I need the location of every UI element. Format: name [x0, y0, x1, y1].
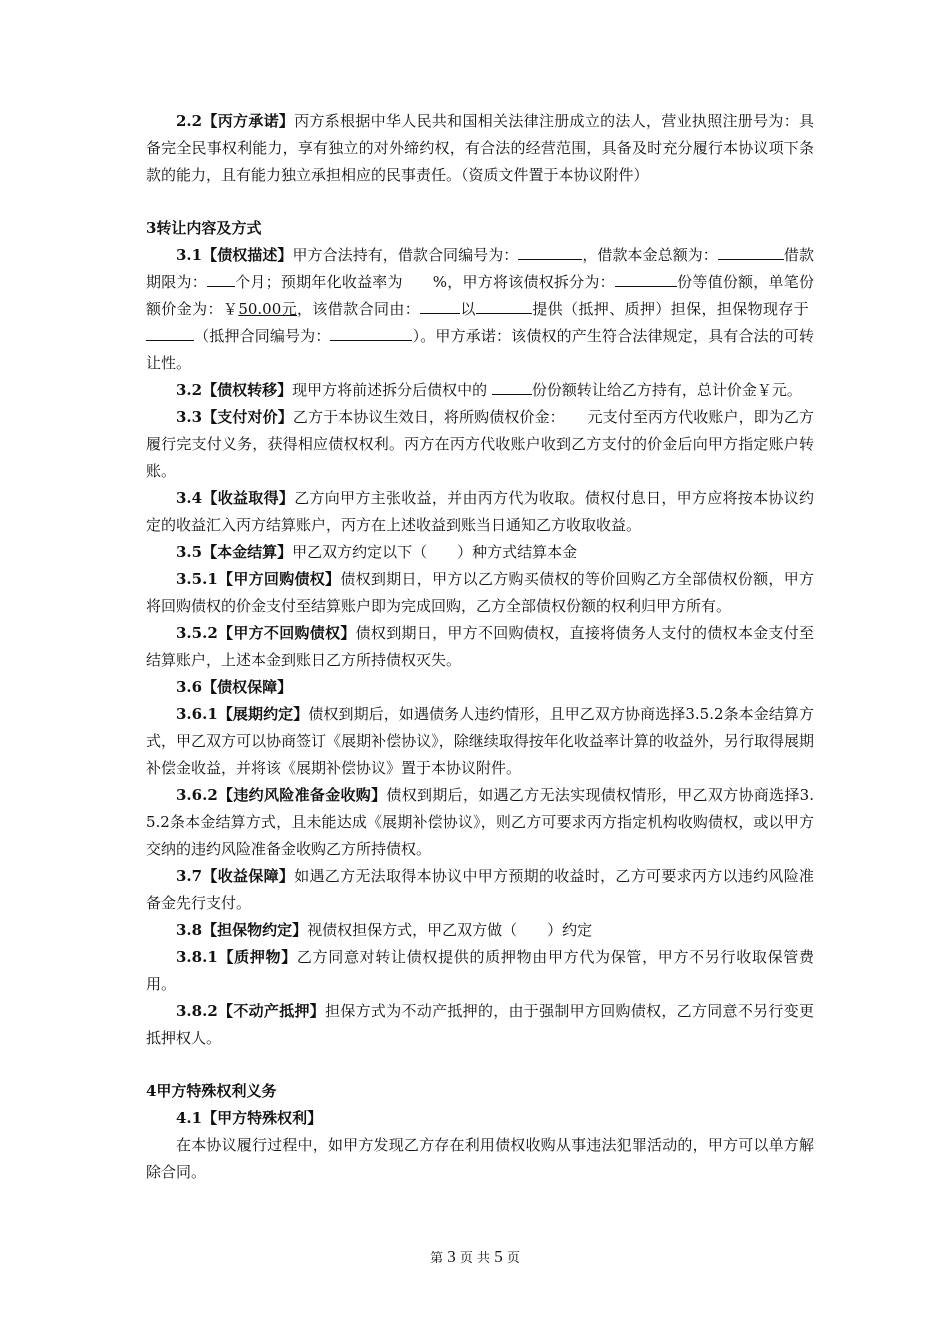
clause-label: 3.8.1【质押物】 — [176, 948, 297, 966]
clause-3-6-1: 3.6.1【展期约定】债权到期后，如遇债务人违约情形，且甲乙双方协商选择3.5.2条本金结算方式，甲乙双方可以协商签订《展期补偿协议》，除继续取得按年化收益率计算的收益外，另行取得展期补偿金收益，并将该《展期补偿协议》置于本协议附件。 — [146, 705, 814, 777]
clause-3-5: 3.5【本金结算】甲乙双方约定以下（ ）种方式结算本金 — [176, 543, 578, 561]
clause-label: 3.5【本金结算】 — [176, 543, 293, 561]
clause-label: 3.6.1【展期约定】 — [176, 705, 309, 723]
clause-2-2 — [146, 108, 814, 189]
total-page-number: 5 — [494, 1247, 503, 1266]
guarantor-blank — [420, 299, 460, 314]
term-blank — [207, 272, 235, 287]
clause-label: 3.4【收益取得】 — [176, 489, 295, 507]
shares-blank — [615, 272, 677, 287]
clause-3-3: 3.3【支付对价】乙方于本协议生效日，将所购债权价金： 元支付至丙方代收账户，即为乙方履行完支付义务，获得相应债权权利。丙方在丙方代收账户收到乙方支付的价金后向甲方指定账户转账。 — [146, 408, 814, 480]
footer-suffix: 页 — [506, 1251, 520, 1266]
clause-label: 2.2【丙方承诺】 — [176, 112, 295, 130]
unit-price: 50.00元 — [238, 300, 298, 318]
share-count-blank — [492, 380, 532, 395]
clause-label: 3.2【债权转移】 — [176, 381, 293, 399]
section-3-heading: 3转让内容及方式 — [146, 219, 262, 237]
clause-3-8: 3.8【担保物约定】视债权担保方式，甲乙双方做（ ）约定 — [176, 921, 593, 939]
principal-blank — [718, 245, 784, 260]
clause-label: 3.5.2【甲方不回购债权】 — [176, 624, 356, 642]
clause-label: 3.8.2【不动产抵押】 — [176, 1002, 326, 1020]
clause-text: 丙方系根据中华人民共和国相关法律注册成立的法人，营业执照注册号为：具备完全民事权利能力，享有独立的对外缔约权，有合法的经营范围，具备及时充分履行本协议项下条款的能力，且有能力独立承担相应的民事责任。（资质文件置于本协议附件） — [146, 112, 814, 184]
collateral-blank — [476, 299, 532, 314]
clause-label: 3.5.1【甲方回购债权】 — [176, 570, 341, 588]
clause-label: 3.3【支付对价】 — [176, 408, 293, 426]
location-blank — [146, 326, 194, 341]
clause-3-1: 3.1【债权描述】甲方合法持有，借款合同编号为： ，借款本金总额为： 借款期限为： 个月；预期年化收益率为 %，甲方将该债权拆分为： 份等值份额，单笔份额价金为：￥50.00元，该借款合同由： 以 提供（抵押、质押）担保，担保物现存于 （抵押合同编号为： ）。甲方承诺：该债权的产生符合法律规定，具有合法的可转让性。 — [146, 246, 814, 372]
clause-3-6: 3.6【债权保障】 — [176, 678, 293, 696]
footer-prefix: 第 — [430, 1251, 444, 1266]
clause-4-1: 4.1【甲方特殊权利】 — [176, 1109, 323, 1127]
clause-label: 3.6.2【违约风险准备金收购】 — [176, 786, 387, 804]
section-4-heading: 4甲方特殊权利义务 — [146, 1082, 277, 1100]
contract-number-blank — [518, 245, 582, 260]
clause-3-8-1: 3.8.1【质押物】乙方同意对转让债权提供的质押物由甲方代为保管，甲方不另行收取保管费用。 — [146, 948, 814, 993]
mortgage-contract-blank — [330, 326, 412, 341]
clause-3-5-1: 3.5.1【甲方回购债权】债权到期日，甲方以乙方购买债权的等价回购乙方全部债权份额，甲方将回购债权的价金支付至结算账户即为完成回购，乙方全部债权份额的权利归甲方所有。 — [146, 570, 814, 615]
current-page-number: 3 — [447, 1247, 456, 1266]
footer-middle: 页 共 — [459, 1251, 491, 1266]
clause-3-7: 3.7【收益保障】如遇乙方无法取得本协议中甲方预期的收益时，乙方可要求丙方以违约风险准备金先行支付。 — [146, 867, 814, 912]
clause-4-1-text: 在本协议履行过程中，如甲方发现乙方存在利用债权收购从事违法犯罪活动的，甲方可以单方解除合同。 — [146, 1136, 814, 1181]
document-body — [146, 108, 814, 1186]
clause-3-6-2: 3.6.2【违约风险准备金收购】债权到期后，如遇乙方无法实现债权情形，甲乙双方协商选择3.5.2条本金结算方式，且未能达成《展期补偿协议》，则乙方可要求丙方指定机构收购债权，或以甲方交纳的违约风险准备金收购乙方所持债权。 — [146, 786, 814, 858]
clause-3-4: 3.4【收益取得】乙方向甲方主张收益，并由丙方代为收取。债权付息日，甲方应将按本协议约定的收益汇入丙方结算账户，丙方在上述收益到账当日通知乙方收取收益。 — [146, 489, 814, 534]
clause-label: 3.1【债权描述】 — [176, 246, 293, 264]
clause-label: 3.8【担保物约定】 — [176, 921, 308, 939]
clause-3-8-2: 3.8.2【不动产抵押】担保方式为不动产抵押的，由于强制甲方回购债权，乙方同意不另行变更抵押权人。 — [146, 1002, 814, 1047]
page-footer — [0, 1247, 950, 1269]
clause-3-5-2: 3.5.2【甲方不回购债权】债权到期日，甲方不回购债权，直接将债务人支付的债权本金支付至结算账户，上述本金到账日乙方所持债权灭失。 — [146, 624, 814, 669]
clause-3-2: 3.2【债权转移】现甲方将前述拆分后债权中的 份份额转让给乙方持有，总计价金￥元。 — [176, 381, 802, 399]
clause-label: 3.7【收益保障】 — [176, 867, 295, 885]
